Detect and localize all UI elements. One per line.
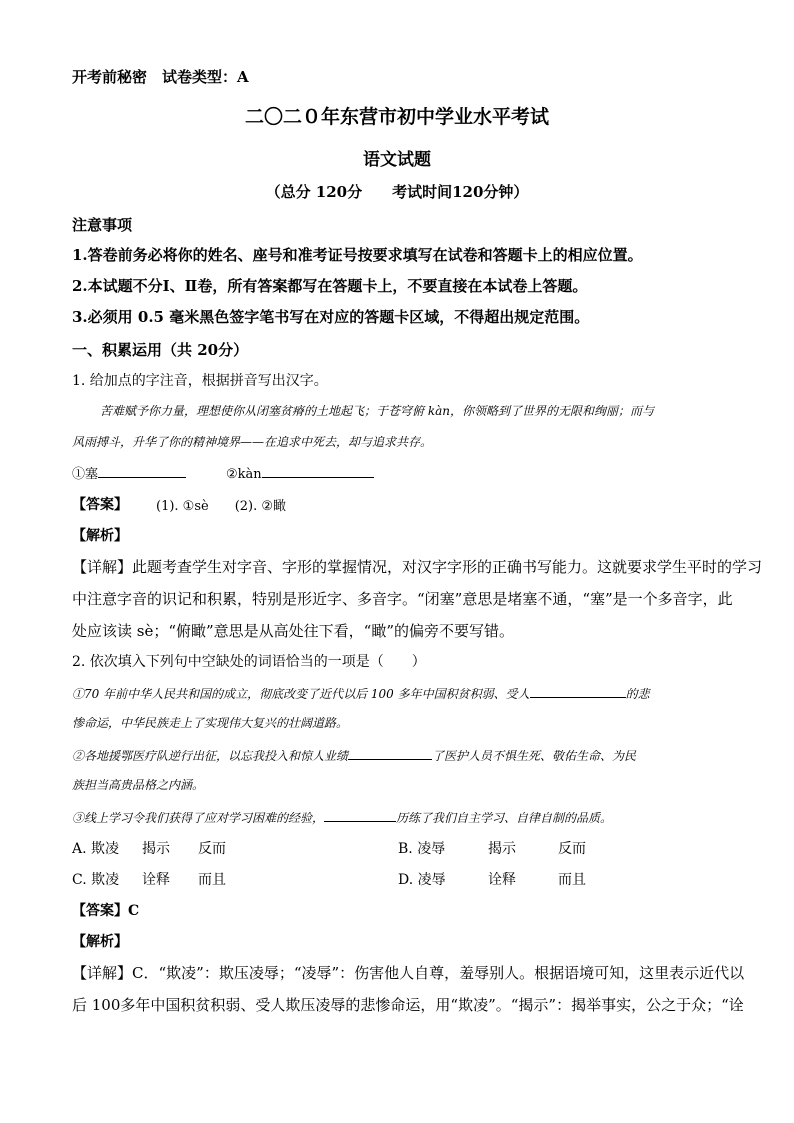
option-b-word2: 揭示	[488, 841, 516, 857]
option-a-word1: A. 欺凌	[72, 841, 120, 857]
q2-blank-1	[530, 683, 626, 698]
option-b-word1: B. 凌辱	[398, 841, 446, 857]
q2-s3-text-a: ③线上学习令我们获得了应对学习困难的经验，	[72, 811, 325, 825]
secret-line: 开考前秘密 试卷类型：A	[72, 68, 249, 86]
q1-blank-1	[72, 463, 186, 482]
note-item-1: 1.答卷前务必将你的姓名、座号和准考证号按要求填写在试卷和答题卡上的相应位置。	[72, 246, 643, 264]
exam-meta: （总分 120分 考试时间120分钟）	[265, 183, 529, 201]
q1-detail-line1: 【详解】此题考查学生对字音、字形的掌握情况，对汉字字形的正确书写能力。这就要求学生平时的学习	[72, 558, 763, 576]
q1-blank1-label: ①塞	[72, 467, 99, 482]
option-a-word2: 揭示	[142, 841, 170, 857]
q2-s1-line1	[72, 683, 650, 702]
q1-blank2-line	[262, 463, 374, 478]
q2-s2-line1	[72, 745, 636, 764]
q2-blank-3	[324, 807, 396, 822]
q1-passage-line2: 风雨搏斗，升华了你的精神境界——在追求中死去，却与追求共存。	[72, 435, 433, 449]
exam-title: 二〇二０年东营市初中学业水平考试	[244, 106, 549, 128]
option-c-word3: 而且	[198, 872, 226, 888]
option-b-word3: 反而	[558, 841, 586, 857]
q2-s1-text-b: 的悲	[625, 687, 650, 701]
note-item-2: 2.本试题不分Ⅰ、Ⅱ卷，所有答案都写在答题卡上，不要直接在本试卷上答题。	[72, 277, 588, 295]
q1-blank2-label: ②kàn	[226, 467, 262, 482]
notes-heading: 注意事项	[72, 216, 133, 234]
q1-answer-tag: 【答案】	[72, 497, 128, 513]
section1-heading: 一、积累运用（共 20分）	[72, 341, 249, 359]
q1-passage-line1: 苦难赋予你力量，理想使你从闭塞贫瘠的土地起飞；于苍穹俯 kàn，你领略到了世界的无限和绚丽；而与	[100, 404, 654, 418]
q1-analysis-tag: 【解析】	[72, 528, 128, 544]
option-d-word3: 而且	[558, 872, 586, 888]
q2-detail-line1: 【详解】C．“欺凌”：欺压凌辱；“凌辱”：伤害他人自尊，羞辱别人。根据语境可知，这里表示近代以	[72, 964, 745, 982]
option-c-word1: C. 欺凌	[72, 872, 120, 888]
q2-answer: 【答案】C	[72, 903, 140, 919]
q1-blank-2	[226, 463, 374, 482]
q1-answer-text: (1). ①sè (2). ②瞰	[156, 499, 287, 514]
exam-subtitle: 语文试题	[363, 150, 431, 170]
option-d-word2: 诠释	[488, 872, 516, 888]
option-a-word3: 反而	[198, 841, 226, 857]
q2-s3-text-b: 历练了我们自主学习、自律自制的品质。	[396, 811, 613, 825]
q2-s2-text-b: 了医护人员不惧生死、敬佑生命、为民	[432, 749, 637, 763]
note-item-3: 3.必须用 0.5 毫米黑色签字笔书写在对应的答题卡区域，不得超出规定范围。	[72, 308, 590, 326]
q1-stem: 1. 给加点的字注音，根据拼音写出汉字。	[72, 373, 328, 389]
option-c-word2: 诠释	[142, 872, 170, 888]
q2-s3-line1	[72, 807, 612, 826]
q1-detail-line2: 中注意字音的识记和积累，特别是形近字、多音字。“闭塞”意思是堵塞不通，“塞”是一个多音字，此	[72, 590, 733, 608]
q2-analysis-tag: 【解析】	[72, 934, 128, 950]
q2-blank-2	[348, 745, 432, 760]
q2-s1-text-a: ①70 年前中华人民共和国的成立，彻底改变了近代以后 100 多年中国积贫积弱、受人	[72, 687, 530, 701]
q2-stem: 2. 依次填入下列句中空缺处的词语恰当的一项是（ ）	[72, 654, 426, 670]
q2-s2-text-a: ②各地援鄂医疗队逆行出征，以忘我投入和惊人业绩	[72, 749, 349, 763]
q2-detail-line2: 后 100多年中国积贫积弱、受人欺压凌辱的悲惨命运，用“欺凌”。“揭示”：揭举事实，公之于众；“诠	[72, 996, 744, 1014]
option-d-word1: D. 凌辱	[398, 872, 446, 888]
q1-detail-line3: 处应该读 sè；“俯瞰”意思是从高处往下看，“瞰”的偏旁不要写错。	[72, 622, 515, 640]
q1-blank1-line	[98, 463, 186, 478]
q2-s1-line2: 惨命运，中华民族走上了实现伟大复兴的壮阔道路。	[72, 716, 349, 730]
q2-s2-line2: 族担当高贵品格之内涵。	[72, 778, 205, 792]
